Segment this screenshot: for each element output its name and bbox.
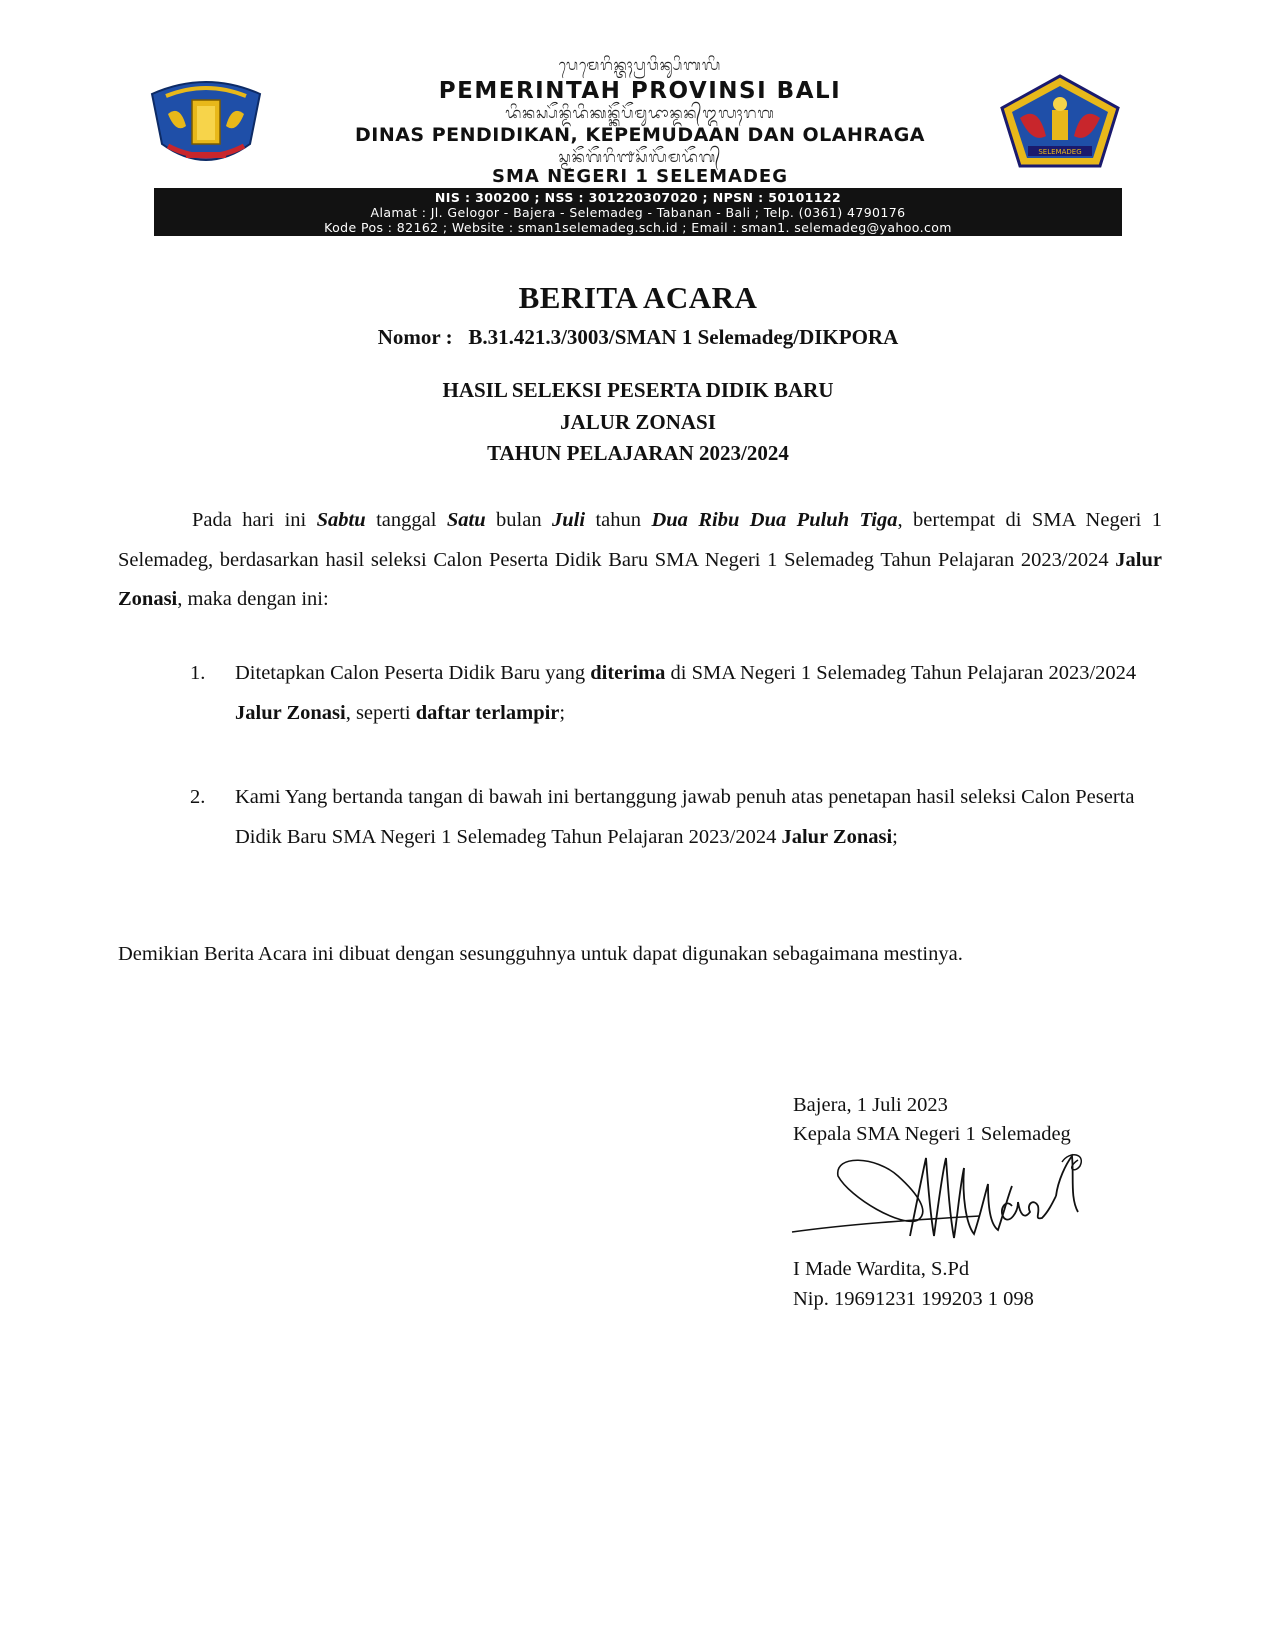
balinese-script-line: ᬧᬾᬫᬾᬭᬶᬦ᭄ᬢᬄᬧ᭄ᬭᬯᬶᬦ᭄ᬲᬶᬩᬮᬶ xyxy=(558,58,722,74)
balinese-script-line: ᬤᬶᬦᬲ᭄ᬧᭂᬦ᭄ᬤᬶᬤᬶᬓᬦ᭄ᬓᭂᬧᭂᬫᬸᬤᬵᬦ᭄ᬤᬦ᭄ᬑᬮᬄᬭᬕ xyxy=(505,106,775,122)
month-name: Juli xyxy=(552,509,586,531)
signatory-nip: Nip. 19691231 199203 1 098 xyxy=(793,1288,1034,1310)
document-number: Nomor : B.31.421.3/3003/SMAN 1 Selemadeg/DIKPORA xyxy=(377,325,899,349)
list-text: Kami Yang bertanda tangan di bawah ini bertanggung jawab penuh atas penetapan hasil seleksi Calon Peserta Didik Baru SMA Negeri 1 Selemadeg Tahun Pelajaran 2023/2024 Jalur Zonasi; xyxy=(235,786,1135,848)
list-item xyxy=(190,777,1150,901)
document-subtitle: TAHUN PELAJARAN 2023/2024 xyxy=(487,441,789,465)
document-subtitle: JALUR ZONASI xyxy=(560,410,716,434)
school-contact: Kode Pos : 82162 ; Website : sman1selemadeg.sch.id ; Email : sman1. selemadeg@yahoo.com xyxy=(324,220,952,235)
opening-paragraph: Pada hari ini Sabtu tanggal Satu bulan Juli tahun Dua Ribu Dua Puluh Tiga, bertempat di SMA Negeri 1 Selemadeg, berdasarkan hasil seleksi Calon Peserta Didik Baru SMA Negeri 1 Selemadeg Tahun Pelajaran 2023/2024 Jalur Zonasi, maka dengan ini: xyxy=(118,509,1163,610)
signature-place-date: Bajera, 1 Juli 2023 xyxy=(793,1094,948,1116)
day-name: Sabtu xyxy=(316,509,366,531)
document-title: BERITA ACARA xyxy=(518,280,758,315)
list-text: Ditetapkan Calon Peserta Didik Baru yang diterima di SMA Negeri 1 Selemadeg Tahun Pelajaran 2023/2024 Jalur Zonasi, seperti daftar terlampir; xyxy=(235,662,1137,724)
school-id-numbers: NIS : 300200 ; NSS : 301220307020 ; NPSN : 50101122 xyxy=(434,190,842,205)
year-text: Dua Ribu Dua Puluh Tiga xyxy=(651,509,898,531)
route-name: Jalur Zonasi xyxy=(118,548,1162,610)
list-item xyxy=(190,653,1150,737)
signatory-name: I Made Wardita, S.Pd xyxy=(793,1258,970,1280)
bali-province-emblem-icon xyxy=(146,74,266,174)
school-address: Alamat : Jl. Gelogor - Bajera - Selemadeg - Tabanan - Bali ; Telp. (0361) 4790176 xyxy=(370,205,906,220)
date-text: Satu xyxy=(446,509,486,531)
letterhead xyxy=(140,48,1130,238)
balinese-script-line: ᬲ᭄ᬫᬦᭂᬕᭂᬭᬶ᭑ᬲᭂᬮᭂᬫᬤᭂᬕ᭄ xyxy=(558,150,722,166)
school-emblem-text: SELEMADEG xyxy=(1038,148,1082,156)
school-emblem-icon xyxy=(998,74,1122,174)
closing-statement: Demikian Berita Acara ini dibuat dengan sesungguhnya untuk dapat digunakan sebagaimana mestinya. xyxy=(118,943,963,965)
department-name: DINAS PENDIDIKAN, KEPEMUDAAN DAN OLAHRAGA xyxy=(354,124,926,146)
document-subtitle: HASIL SELEKSI PESERTA DIDIK BARU xyxy=(442,378,834,402)
government-name: PEMERINTAH PROVINSI BALI xyxy=(438,78,842,104)
list-number: 2. xyxy=(190,786,206,808)
contact-info-bar xyxy=(154,188,1122,236)
signatory-position: Kepala SMA Negeri 1 Selemadeg xyxy=(793,1123,1071,1145)
handwritten-signature xyxy=(790,1146,1110,1266)
list-number: 1. xyxy=(190,662,206,684)
school-name: SMA NEGERI 1 SELEMADEG xyxy=(492,166,788,187)
